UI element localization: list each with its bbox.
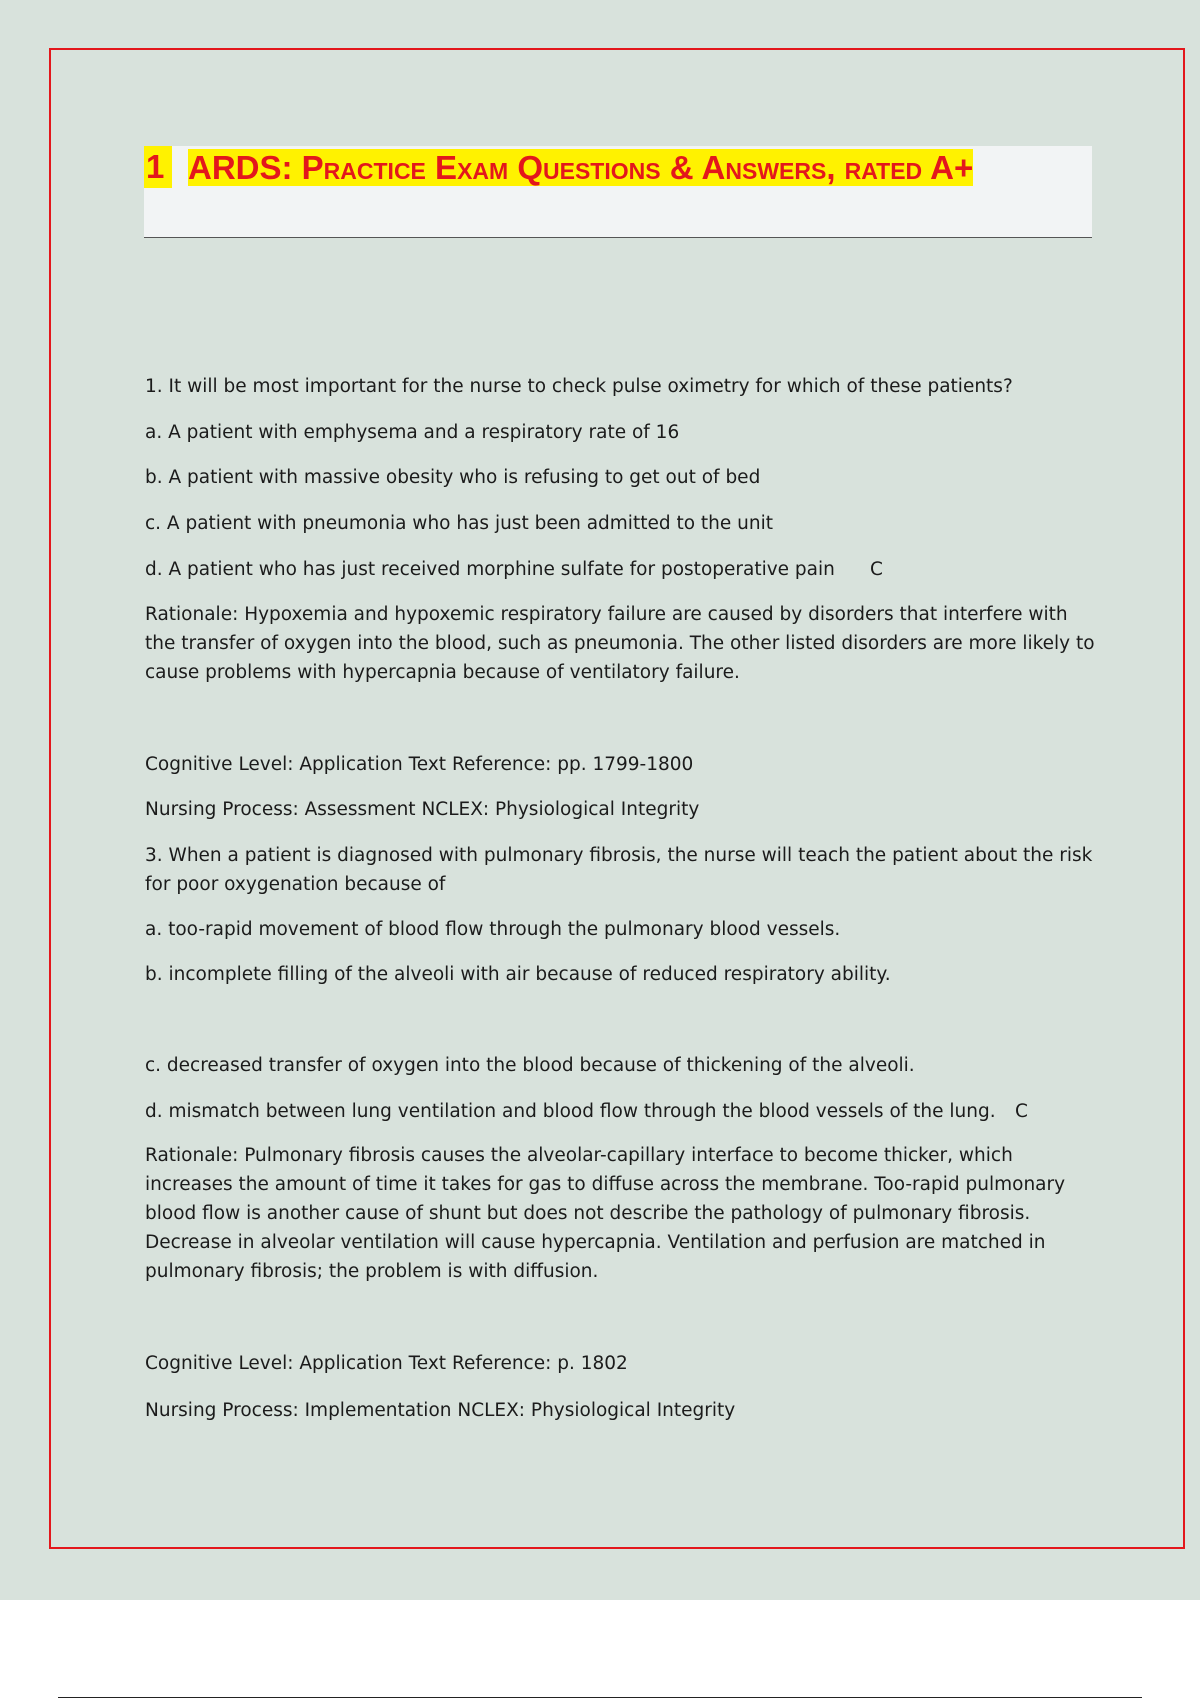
question-3-cognitive-level: Cognitive Level: Application Text Reference: p. 1802	[145, 1353, 628, 1374]
question-3-option-b: b. incomplete filling of the alveoli with air because of reduced respiratory ability.	[145, 964, 891, 985]
question-3-option-c: c. decreased transfer of oxygen into the blood because of thickening of the alveoli.	[145, 1055, 915, 1076]
question-3-rationale: Rationale: Pulmonary fibrosis causes the alveolar-capillary interface to become thicker, which increases the amount of time it takes for gas to diffuse across the membrane. Too-rapid pulmonary blood flow is another cause of shunt but does not describe the pathology of pulmonary fibrosis. Decrease in alveolar ventilation will cause hypercapnia. Ventilation and perfusion are matched in pulmonary fibrosis; the problem is with diffusion.	[145, 1145, 1066, 1282]
footer-divider	[58, 1697, 1142, 1698]
heading-text: ARDS: Practice Exam Questions & Answers, rated A+	[188, 149, 974, 186]
question-3-text: 3. When a patient is diagnosed with pulmonary fibrosis, the nurse will teach the patient about the risk for poor oxygenation because of	[145, 845, 1093, 895]
question-1-nursing-process: Nursing Process: Assessment NCLEX: Physiological Integrity	[145, 799, 700, 820]
question-3-answer: C	[1015, 1101, 1028, 1122]
question-1-rationale: Rationale: Hypoxemia and hypoxemic respiratory failure are caused by disorders that interfere with the transfer of oxygen into the blood, such as pneumonia. The other listed disorders are more likely to cause problems with hypercapnia because of ventilatory failure.	[145, 604, 1095, 683]
question-1-option-c: c. A patient with pneumonia who has just been admitted to the unit	[145, 513, 773, 534]
question-1-option-b: b. A patient with massive obesity who is refusing to get out of bed	[145, 467, 761, 488]
question-1-cognitive-level: Cognitive Level: Application Text Reference: pp. 1799-1800	[145, 754, 694, 775]
question-3-option-a: a. too-rapid movement of blood flow through the pulmonary blood vessels.	[145, 919, 841, 940]
heading-number: 1	[144, 146, 172, 188]
question-1-answer: C	[870, 559, 883, 580]
title-heading	[144, 146, 1092, 238]
question-1-text: 1. It will be most important for the nurse to check pulse oximetry for which of these patients?	[145, 376, 1013, 397]
question-1-option-a: a. A patient with emphysema and a respiratory rate of 16	[145, 422, 680, 443]
question-3-nursing-process: Nursing Process: Implementation NCLEX: Physiological Integrity	[145, 1400, 736, 1421]
question-3-option-d: d. mismatch between lung ventilation and blood flow through the blood vessels of the lung.	[145, 1101, 996, 1122]
question-1-option-d: d. A patient who has just received morphine sulfate for postoperative pain	[145, 559, 835, 580]
